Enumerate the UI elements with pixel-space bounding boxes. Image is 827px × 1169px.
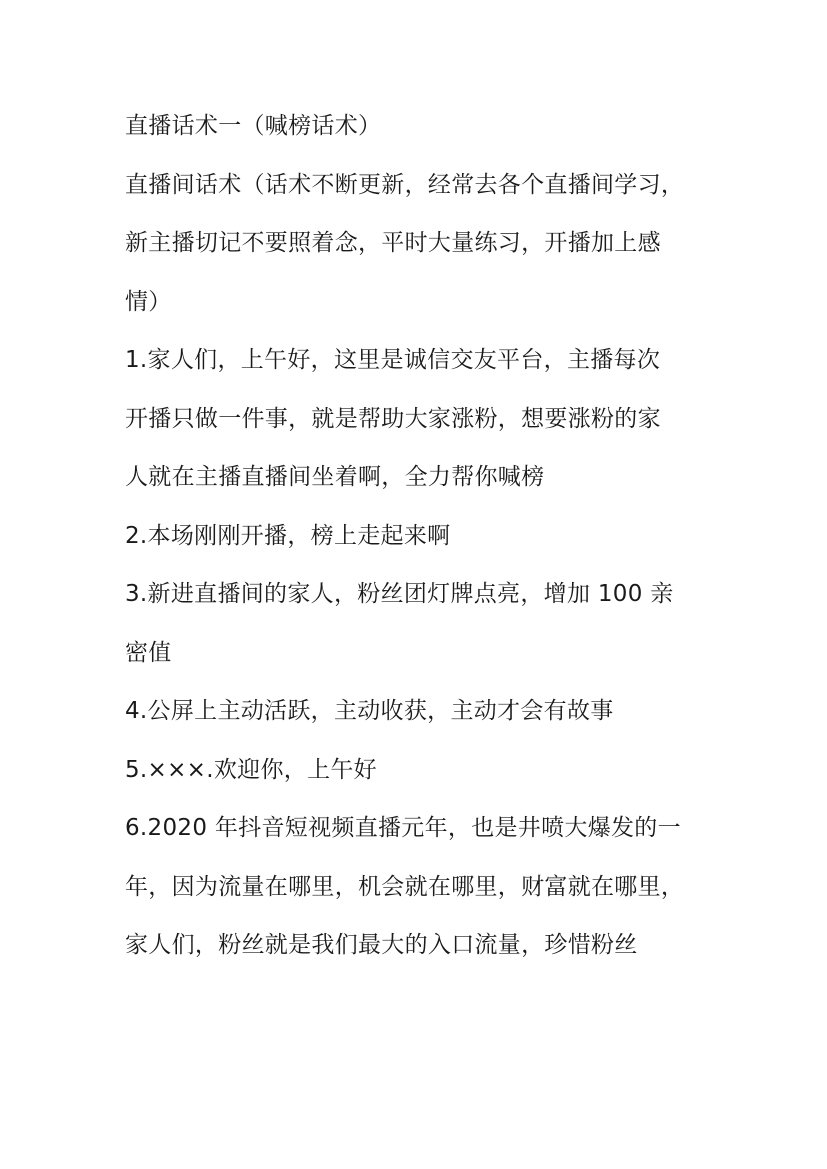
paragraph-line: 新主播切记不要照着念，平时大量练习，开播加上感 <box>125 230 661 256</box>
list-item-line: 开播只做一件事，就是帮助大家涨粉，想要涨粉的家 <box>125 405 661 432</box>
list-item-line: 1.家人们，上午好，这里是诚信交友平台，主播每次 <box>125 347 661 373</box>
list-item-line: 6.2020 年抖音短视频直播元年，也是井喷大爆发的一 <box>125 815 681 841</box>
list-item-line: 4.公屏上主动活跃，主动收获，主动才会有故事 <box>125 698 614 724</box>
list-item-line: 5.×××.欢迎你，上午好 <box>125 756 377 783</box>
document-body <box>125 115 725 993</box>
list-item-line: 2.本场刚刚开播，榜上走起来啊 <box>125 522 451 549</box>
paragraph-line: 情） <box>125 288 172 315</box>
document-title: 直播话术一（喊榜话术） <box>125 113 382 139</box>
list-item-line: 年，因为流量在哪里，机会就在哪里，财富就在哪里， <box>125 873 685 900</box>
list-item-line: 3.新进直播间的家人，粉丝团灯牌点亮，增加 100 亲 <box>125 581 674 607</box>
list-item-line: 密值 <box>125 639 172 666</box>
list-item-line: 家人们，粉丝就是我们最大的入口流量，珍惜粉丝 <box>125 932 638 958</box>
list-item-line: 人就在主播直播间坐着啊，全力帮你喊榜 <box>125 464 545 490</box>
paragraph-line: 直播间话术（话术不断更新，经常去各个直播间学习， <box>125 171 685 198</box>
